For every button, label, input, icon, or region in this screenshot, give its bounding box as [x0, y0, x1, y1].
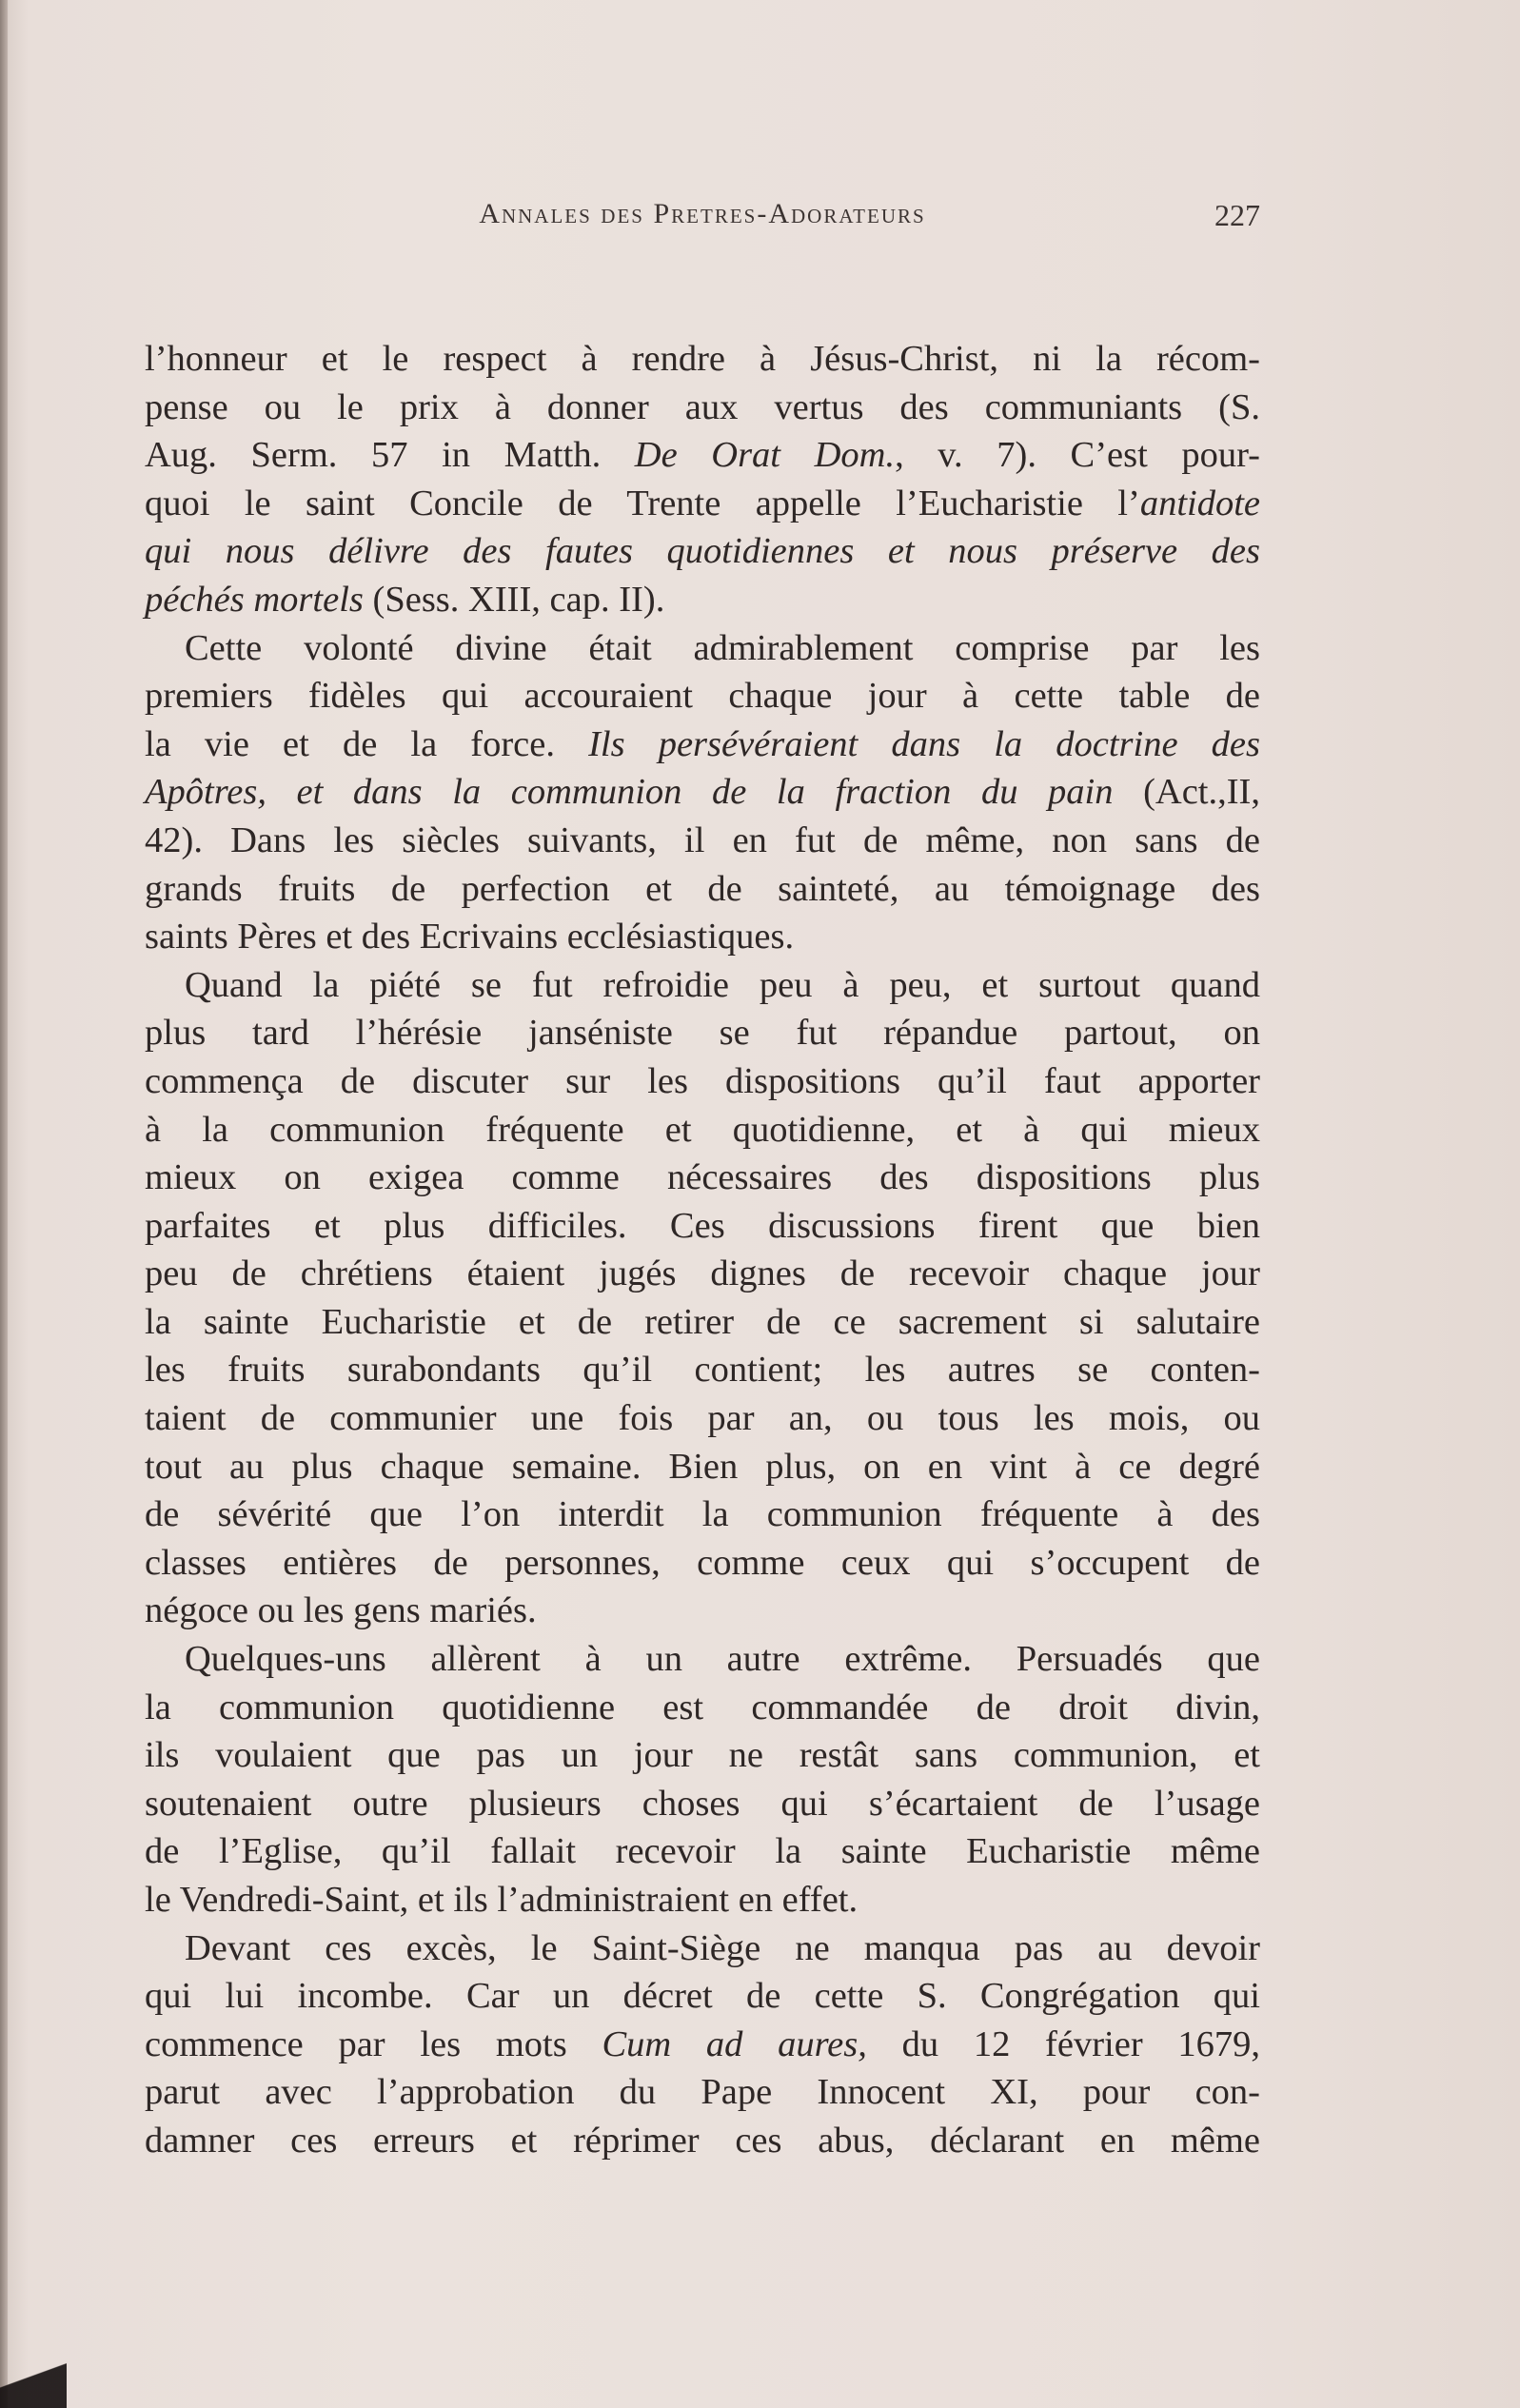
line-text: commença de discuter sur les dispositions qu’il faut apporter — [145, 1060, 1260, 1101]
line-text: , v. 7). C’est pour- — [895, 435, 1261, 476]
text-line — [145, 1539, 1260, 1588]
page-spine-edge — [0, 0, 8, 2408]
line-text: soutenaient outre plusieurs choses qui s’écartaient de l’usage — [145, 1783, 1260, 1824]
body-text — [145, 335, 1260, 2165]
line-text: tout au plus chaque semaine. Bien plus, on en vint à ce degré — [145, 1446, 1260, 1487]
page-number: 227 — [1214, 198, 1260, 232]
text-line — [145, 1298, 1260, 1347]
text-line — [145, 1346, 1260, 1394]
italic-text: De Orat Dom. — [634, 435, 896, 476]
text-line — [145, 480, 1260, 528]
text-line — [145, 2068, 1260, 2117]
text-line — [145, 2117, 1260, 2165]
text-line — [145, 1057, 1260, 1106]
italic-text: péchés mortels — [145, 579, 364, 620]
line-text: négoce ou les gens mariés. — [145, 1590, 537, 1631]
line-text: mieux on exigea comme nécessaires des dispositions plus — [145, 1157, 1260, 1198]
line-text: quoi le saint Concile de Trente appelle l’Eucharistie l’ — [145, 483, 1140, 523]
text-line — [145, 384, 1260, 432]
text-line — [145, 1684, 1260, 1732]
line-text: (Sess. XIII, cap. II). — [363, 579, 665, 620]
line-text: classes entières de personnes, comme ceux qui s’occupent de — [145, 1542, 1260, 1583]
line-text: Devant ces excès, le Saint-Siège ne manqua pas au devoir — [185, 1927, 1260, 1968]
italic-text: antidote — [1139, 483, 1260, 523]
line-text: commence par les mots — [145, 2023, 602, 2064]
text-line — [145, 1780, 1260, 1828]
text-line — [145, 913, 1260, 961]
line-text: (Act.,II, — [1113, 772, 1260, 813]
text-line — [145, 1827, 1260, 1876]
line-text: damner ces erreurs et réprimer ces abus, déclarant en même — [145, 2120, 1260, 2161]
text-line — [145, 1490, 1260, 1539]
line-text: premiers fidèles qui accouraient chaque jour à cette table de — [145, 676, 1260, 717]
text-line — [145, 720, 1260, 769]
line-text: les fruits surabondants qu’il contient; les autres se conten- — [145, 1350, 1260, 1391]
text-line — [145, 1876, 1260, 1924]
text-line — [145, 2021, 1260, 2069]
text-line — [145, 624, 1260, 673]
text-line — [145, 335, 1260, 384]
text-line — [145, 768, 1260, 817]
text-line — [145, 1250, 1260, 1298]
text-line — [145, 672, 1260, 720]
line-text: peu de chrétiens étaient jugés dignes de recevoir chaque jour — [145, 1253, 1260, 1294]
text-line — [145, 865, 1260, 914]
line-text: Aug. Serm. 57 in Matth. — [145, 435, 635, 476]
line-text: du 12 février 1679, — [866, 2023, 1260, 2064]
line-text: Quand la piété se fut refroidie peu à peu, et surtout quand — [185, 964, 1260, 1005]
line-text: 42). Dans les siècles suivants, il en fut de même, non sans de — [145, 819, 1260, 860]
line-text: grands fruits de perfection et de sainteté, au témoignage des — [145, 868, 1260, 909]
line-text: taient de communier une fois par an, ou tous les mois, ou — [145, 1398, 1260, 1439]
italic-text: qui nous délivre des fautes quotidiennes et nous préserve des — [145, 531, 1260, 572]
line-text: la sainte Eucharistie et de retirer de ce sacrement si salutaire — [145, 1301, 1260, 1342]
line-text: ils voulaient que pas un jour ne restât sans communion, et — [145, 1735, 1260, 1776]
text-line — [145, 817, 1260, 865]
running-head — [145, 198, 1260, 236]
page-corner-shadow — [0, 2332, 67, 2408]
text-line — [145, 1443, 1260, 1491]
text-line — [145, 961, 1260, 1010]
text-line — [145, 527, 1260, 576]
line-text: à la communion fréquente et quotidienne, et à qui mieux — [145, 1109, 1260, 1150]
line-text: Quelques-uns allèrent à un autre extrême. Persuadés que — [185, 1639, 1260, 1680]
line-text: parfaites et plus difficiles. Ces discussions firent que bien — [145, 1205, 1260, 1246]
line-text: saints Pères et des Ecrivains ecclésiastiques. — [145, 917, 795, 957]
text-line — [145, 1394, 1260, 1443]
line-text: pense ou le prix à donner aux vertus des communiants (S. — [145, 386, 1260, 427]
text-line — [145, 431, 1260, 480]
text-line — [145, 1009, 1260, 1057]
line-text: parut avec l’approbation du Pape Innocent XI, pour con- — [145, 2072, 1260, 2113]
line-text: de l’Eglise, qu’il fallait recevoir la sainte Eucharistie même — [145, 1831, 1260, 1872]
text-line — [145, 1924, 1260, 1973]
line-text: qui lui incombe. Car un décret de cette S. Congrégation qui — [145, 1976, 1260, 2017]
text-line — [145, 1731, 1260, 1780]
text-line — [145, 1106, 1260, 1155]
line-text: plus tard l’hérésie janséniste se fut répandue partout, on — [145, 1013, 1260, 1054]
line-text: la vie et de la force. — [145, 723, 589, 764]
text-line — [145, 1635, 1260, 1684]
line-text: l’honneur et le respect à rendre à Jésus-Christ, ni la récom- — [145, 339, 1260, 379]
running-title: Annales des Pretres-Adorateurs — [479, 198, 926, 229]
italic-text: Apôtres, et dans la communion de la fraction du pain — [145, 772, 1114, 813]
line-text: le Vendredi-Saint, et ils l’administraient en effet. — [145, 1880, 859, 1920]
text-line — [145, 576, 1260, 624]
text-line — [145, 1202, 1260, 1251]
text-line — [145, 1972, 1260, 2021]
text-line — [145, 1154, 1260, 1202]
line-text: de sévérité que l’on interdit la communion fréquente à des — [145, 1494, 1260, 1535]
text-line — [145, 1587, 1260, 1635]
line-text: la communion quotidienne est commandée de droit divin, — [145, 1687, 1260, 1727]
italic-text: Ils persévéraient dans la doctrine des — [588, 723, 1260, 764]
line-text: Cette volonté divine était admirablement comprise par les — [185, 627, 1260, 668]
italic-text: Cum ad aures, — [602, 2023, 867, 2064]
